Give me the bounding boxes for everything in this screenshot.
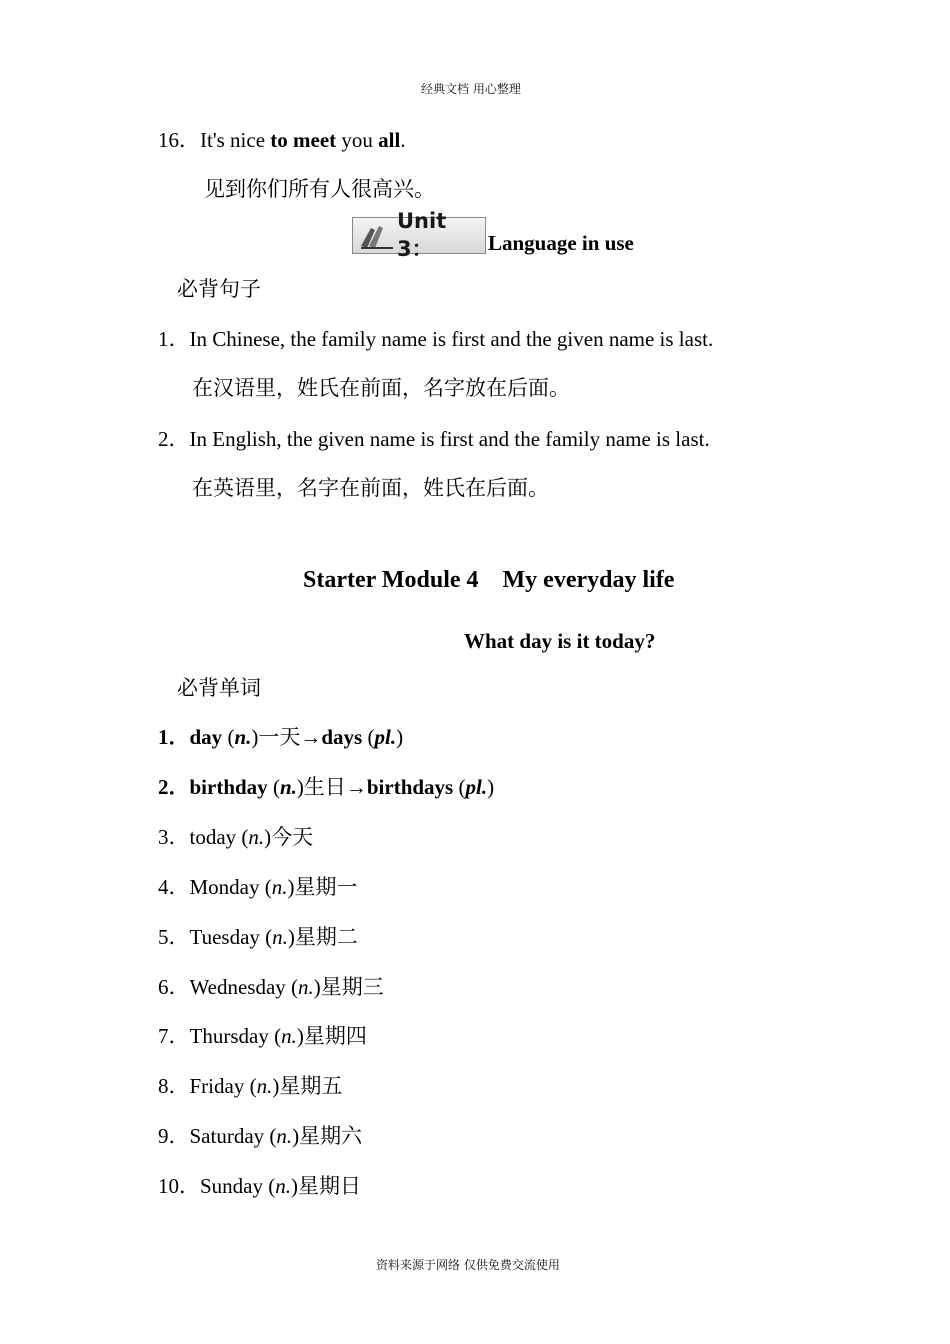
word-3-number: 3． [158, 825, 190, 849]
word-5-chinese: 星期二 [294, 925, 358, 949]
word-row-8: 8．Friday (n.)星期五 [158, 1074, 343, 1098]
word-row-2: 2．birthday (n.)生日→birthdays (pl.) [158, 775, 495, 799]
word-1-chinese: 一天 [258, 725, 301, 749]
item-16-english [158, 124, 406, 154]
word-5-pos: n. [272, 925, 288, 949]
item-16-number: 16． [158, 128, 200, 152]
word-4-word: Monday [189, 875, 260, 899]
word-2-word: birthday [189, 775, 268, 799]
word-row-1: 1．day (n.)一天→days (pl.) [158, 725, 404, 749]
word-8-pos: n. [256, 1074, 273, 1098]
unit-3-badge-label: Unit 3： [397, 208, 447, 261]
word-row-5: 5．Tuesday (n.)星期二 [158, 925, 358, 949]
word-2-arrow: → [345, 775, 367, 799]
word-10-chinese: 星期日 [298, 1174, 361, 1198]
word-2-chinese: 生日 [303, 775, 346, 799]
word-7-number: 7． [158, 1024, 190, 1048]
word-9-chinese: 星期六 [299, 1124, 363, 1148]
word-2-number: 2． [158, 775, 190, 799]
words-heading: 必背单词 [177, 676, 261, 700]
word-7-word: Thursday [189, 1024, 269, 1048]
word-8-chinese: 星期五 [279, 1074, 343, 1098]
word-10-number: 10． [158, 1174, 200, 1198]
item-16-text-a: It's nice [200, 128, 271, 152]
word-8-word: Friday [189, 1074, 245, 1098]
page-header: 经典文档 用心整理 [421, 82, 521, 96]
item-16-bold-all: all [378, 128, 401, 152]
word-8-number: 8． [158, 1074, 190, 1098]
word-7-chinese: 星期四 [303, 1024, 367, 1048]
unit-3-badge [352, 208, 486, 261]
sentence-2-text: In English, the given name is first and the family name is last. [189, 427, 710, 451]
word-1-arrow: → [300, 725, 322, 749]
word-1-pl: pl. [374, 725, 397, 749]
word-6-chinese: 星期三 [320, 975, 384, 999]
word-1-number: 1． [158, 725, 190, 749]
word-row-3: 3．today (n.)今天 [158, 825, 314, 849]
word-1-plural: days [321, 725, 363, 749]
sentence-2-number: 2． [158, 427, 190, 451]
word-2-pl: pl. [465, 775, 488, 799]
unit-3-title: Language in use [488, 231, 634, 255]
module-subtitle: What day is it today? [464, 629, 656, 653]
word-row-4: 4．Monday (n.)星期一 [158, 875, 358, 899]
sentence-2-chinese: 在英语里，名字在前面，姓氏在后面。 [192, 476, 549, 500]
word-9-number: 9． [158, 1124, 190, 1148]
word-1-word: day [189, 725, 223, 749]
word-6-pos: n. [298, 975, 314, 999]
word-row-6: 6．Wednesday (n.)星期三 [158, 975, 384, 999]
word-3-chinese: 今天 [271, 825, 314, 849]
sentence-1-text: In Chinese, the family name is first and the given name is last. [189, 327, 714, 351]
sentence-1-chinese: 在汉语里，姓氏在前面，名字放在后面。 [192, 376, 570, 400]
word-6-number: 6． [158, 975, 190, 999]
word-9-word: Saturday [189, 1124, 265, 1148]
word-9-pos: n. [276, 1124, 293, 1148]
word-row-9: 9．Saturday (n.)星期六 [158, 1124, 363, 1148]
word-2-pos: n. [279, 775, 297, 799]
word-5-number: 5． [158, 925, 190, 949]
sentences-heading: 必背句子 [177, 277, 261, 301]
word-1-pos: n. [234, 725, 252, 749]
word-3-pos: n. [248, 825, 265, 849]
word-7-pos: n. [281, 1024, 297, 1048]
sentence-1-number: 1． [158, 327, 190, 351]
word-2-plural: birthdays [366, 775, 454, 799]
item-16-text-c: you [336, 128, 379, 152]
page-footer: 资料来源于网络 仅供免费交流使用 [376, 1258, 560, 1272]
word-4-chinese: 星期一 [294, 875, 358, 899]
word-4-number: 4． [158, 875, 190, 899]
word-row-7: 7．Thursday (n.)星期四 [158, 1024, 367, 1048]
word-3-word: today [189, 825, 237, 849]
word-6-word: Wednesday [189, 975, 286, 999]
word-10-word: Sunday [200, 1174, 263, 1198]
word-5-word: Tuesday [189, 925, 260, 949]
sentence-1-english [158, 323, 713, 353]
item-16-bold-to-meet: to meet [270, 128, 337, 152]
word-row-10: 10．Sunday (n.)星期日 [158, 1174, 361, 1198]
item-16-chinese: 见到你们所有人很高兴。 [204, 177, 435, 201]
word-4-pos: n. [271, 875, 288, 899]
item-16-text-e: . [400, 128, 406, 152]
sentence-2-english [158, 423, 710, 453]
pen-icon [359, 222, 395, 250]
module-title: Starter Module 4 My everyday life [303, 567, 675, 593]
word-10-pos: n. [275, 1174, 291, 1198]
